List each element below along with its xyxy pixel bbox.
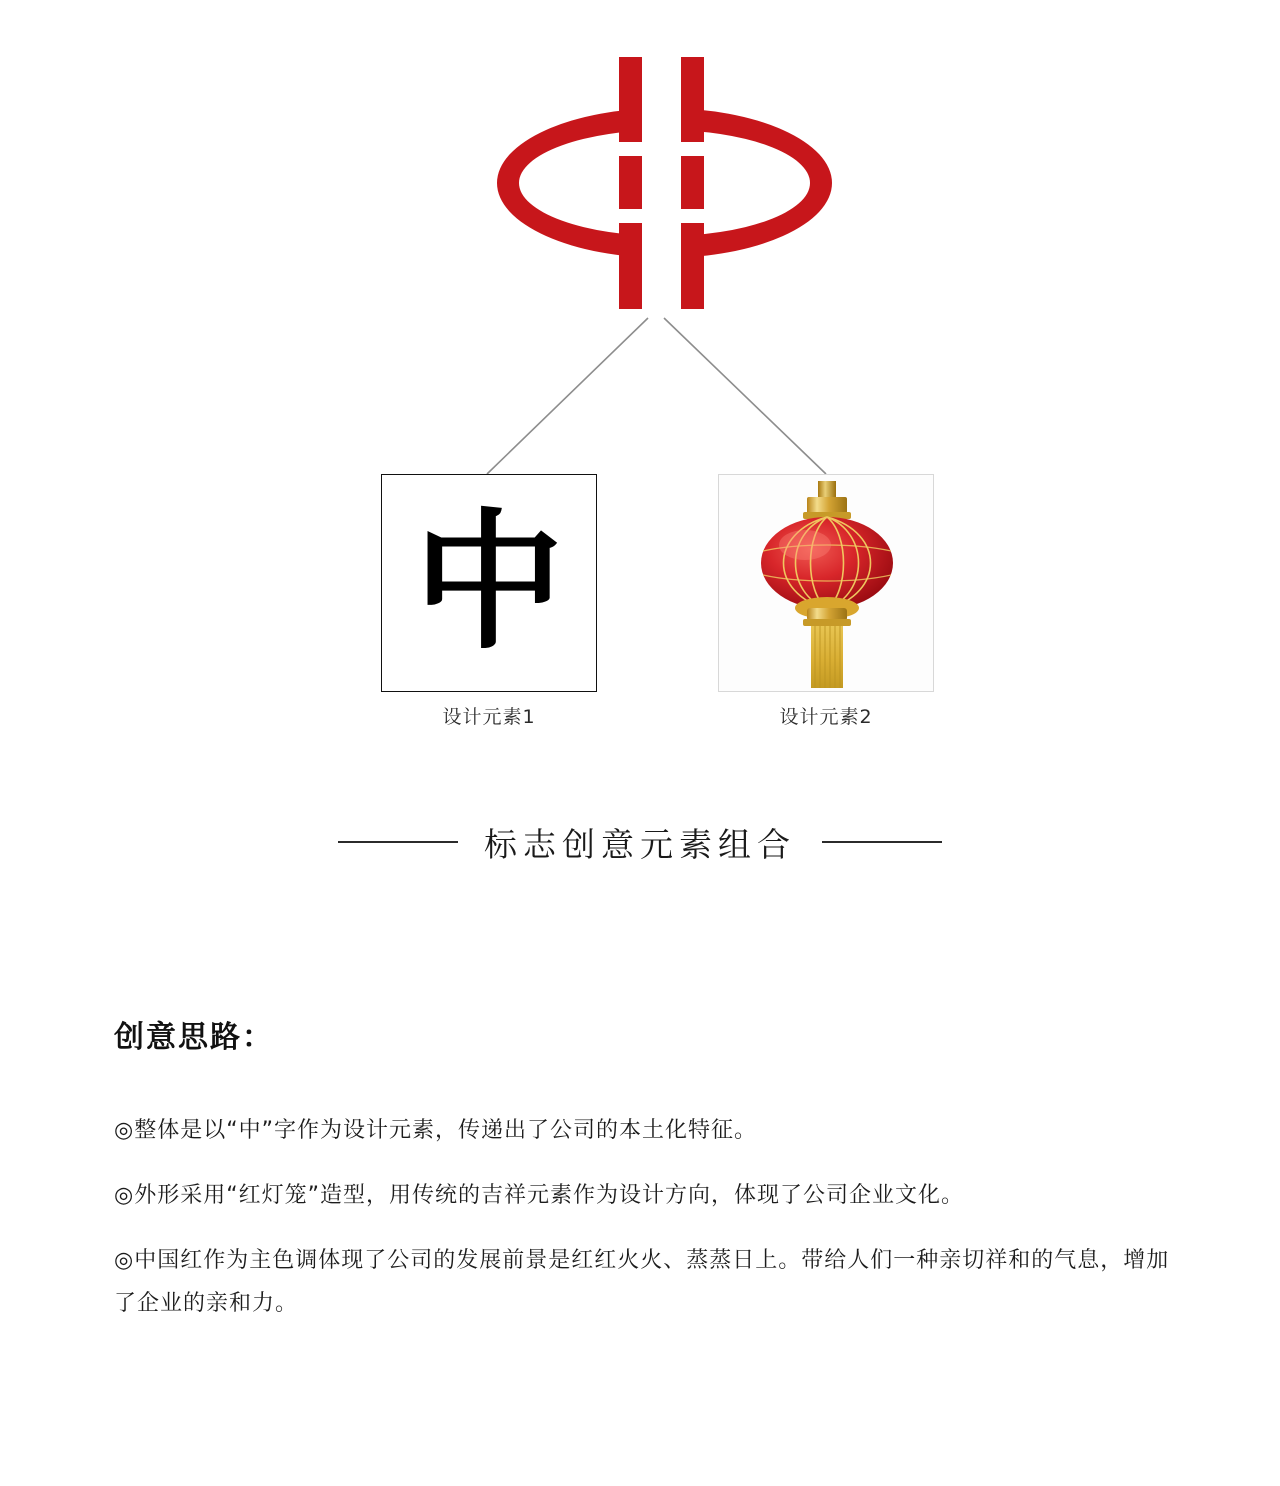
- rule-left: [338, 841, 458, 843]
- design-elements-row: [0, 474, 1280, 754]
- design-element-2-caption: 设计元素2: [779, 706, 873, 728]
- logo-vertical-bar-left: [619, 57, 642, 309]
- brand-logo: [497, 57, 832, 309]
- concept-paragraph-2: ◎外形采用“红灯笼”造型，用传统的吉祥元素作为设计方向，体现了公司企业文化。: [114, 1182, 964, 1208]
- concept-paragraph-3: ◎中国红作为主色调体现了公司的发展前景是红红火火、蒸蒸日上。带给人们一种亲切祥和的气息，增加了企业的亲和力。: [114, 1247, 1170, 1316]
- red-lantern-image: [719, 475, 933, 691]
- logo-rib-gap-bottom: [607, 209, 717, 223]
- section-title: 标志创意元素组合: [484, 824, 796, 864]
- logo-center-gap: [642, 57, 681, 309]
- concept-heading: 创意思路：: [114, 1020, 274, 1055]
- logo-area: [0, 45, 1280, 310]
- logo-vertical-bar-right: [681, 57, 704, 309]
- design-element-1-caption: 设计元素1: [442, 706, 536, 728]
- design-element-1-card: [381, 474, 597, 692]
- design-element-2-card: [718, 474, 934, 692]
- concept-paragraph-1: ◎整体是以“中”字作为设计元素，传递出了公司的本土化特征。: [114, 1118, 757, 1143]
- rule-right: [822, 841, 942, 843]
- connector-lines: [0, 300, 1280, 480]
- section-title-row: [0, 812, 1280, 872]
- logo-rib-gap-top: [607, 142, 717, 156]
- concept-section: [114, 1012, 1184, 1326]
- zhong-character: 中: [413, 496, 564, 670]
